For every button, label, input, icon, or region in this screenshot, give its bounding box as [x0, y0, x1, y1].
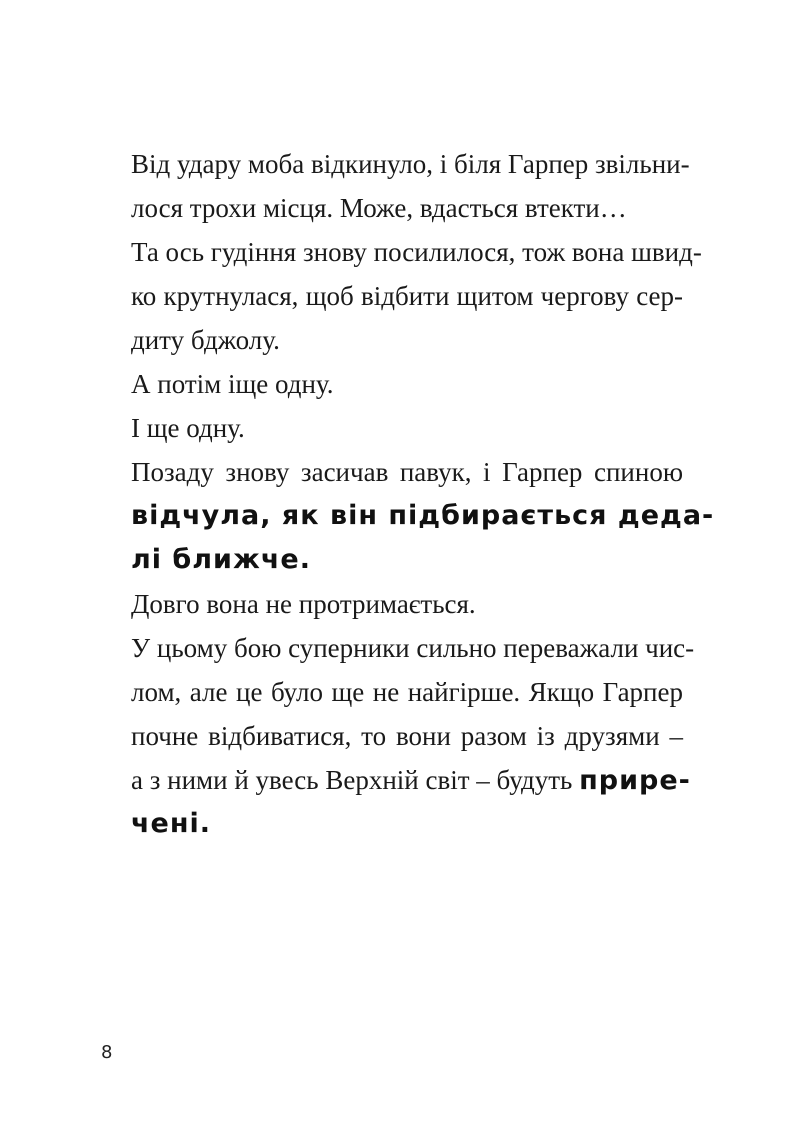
emphasis-line: чені.	[131, 808, 212, 839]
text-line: лося трохи місця. Може, вдасться втекти…	[131, 193, 627, 223]
text-line: почне відбиватися, то вони разом із друзями –	[131, 721, 683, 751]
emphasis-span: прире-	[579, 765, 691, 796]
text-line: ко крутнулася, щоб відбити щитом чергову сер-	[131, 281, 683, 311]
text-line: У цьому бою суперники сильно переважали чис-	[131, 633, 695, 663]
text-line: Від удару моба відкинуло, і біля Гарпер звільни-	[131, 149, 690, 179]
text-line: лом, але це було ще не найгірше. Якщо Гарпер	[131, 677, 683, 707]
text-span: а з ними й увесь Верхній світ – будуть	[131, 765, 580, 795]
page-number: 8	[101, 1042, 113, 1063]
text-line: Позаду знову засичав павук, і Гарпер спиною	[131, 457, 683, 487]
text-line: Довго вона не протримається.	[131, 589, 476, 619]
text-line: Та ось гудіння знову посилилося, тож вона швид-	[131, 237, 702, 267]
text-line: диту бджолу.	[131, 325, 280, 355]
text-line: А потім іще одну.	[131, 369, 334, 399]
mixed-line	[131, 760, 691, 800]
emphasis-line: відчула, як він підбирається деда-	[131, 500, 715, 531]
emphasis-line: лі ближче.	[131, 544, 311, 575]
text-line: І ще одну.	[131, 413, 245, 443]
